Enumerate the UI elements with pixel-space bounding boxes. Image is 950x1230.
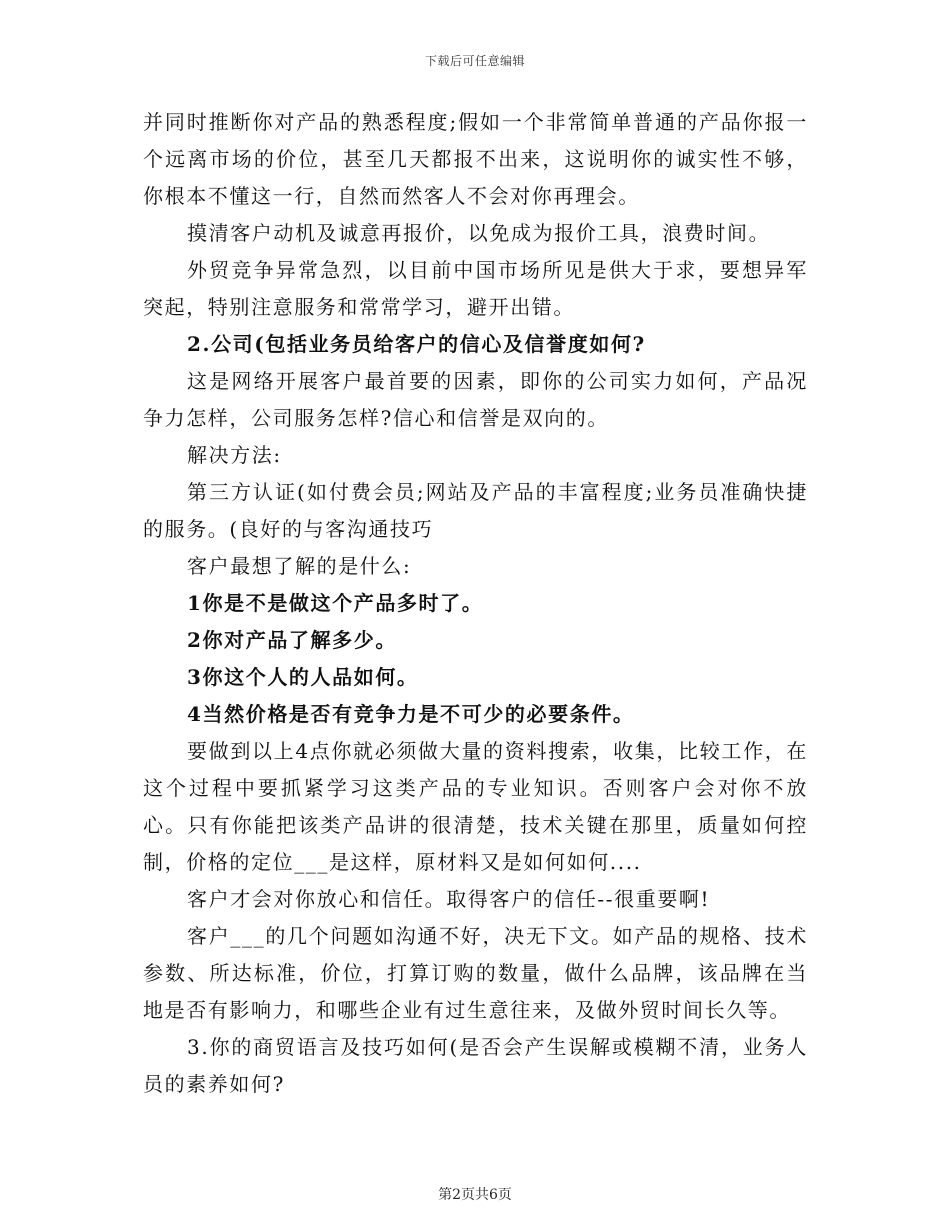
paragraph-6: 解决方法: (187, 443, 282, 467)
paragraph-2: 摸清客户动机及诚意再报价，以免成为报价工具，浪费时间。 (187, 221, 771, 245)
paragraph-5: 这是网络开展客户最首要的因素，即你的公司实力如何，产品况争力怎样，公司服务怎样?信心和信誉是双向的。 (143, 369, 808, 430)
document-body (143, 104, 808, 1103)
paragraph-14: 客户才会对你放心和信任。取得客户的信任--很重要啊! (187, 887, 711, 911)
list-item-2: 2你对产品了解多少。 (187, 628, 397, 652)
list-item-4: 4当然价格是否有竞争力是不可少的必要条件。 (187, 702, 635, 726)
page-header: 下载后可任意编辑 (424, 54, 525, 68)
section-heading-2: 2.公司(包括业务员给客户的信心及信誉度如何? (187, 332, 646, 356)
section-heading-3: 3.你的商贸语言及技巧如何(是否会产生误解或模糊不清，业务人员的素养如何? (143, 1035, 808, 1096)
paragraph-15: 客户___的几个问题如沟通不好，决无下文。如产品的规格、技术参数、所达标准，价位，打算订购的数量，做什么品牌，该品牌在当地是否有影响力，和哪些企业有过生意往来，及做外贸时间长久等。 (143, 924, 808, 1022)
paragraph-13: 要做到以上4点你就必须做大量的资料搜索，收集，比较工作，在这个过程中要抓紧学习这类产品的专业知识。否则客户会对你不放心。只有你能把该类产品讲的很清楚，技术关键在那里，质量如何控制，价格的定位___是这样，原材料又是如何如何.... (143, 739, 808, 874)
list-item-1: 1你是不是做这个产品多时了。 (187, 591, 484, 615)
page-footer: 第2页共6页 (438, 1187, 512, 1203)
paragraph-7: 第三方认证(如付费会员;网站及产品的丰富程度;业务员准确快捷的服务。(良好的与客沟通技巧 (143, 480, 808, 541)
paragraph-1: 并同时推断你对产品的熟悉程度;假如一个非常简单普通的产品你报一个远离市场的价位，甚至几天都报不出来，这说明你的诚实性不够，你根本不懂这一行，自然而然客人不会对你再理会。 (143, 110, 808, 208)
list-item-3: 3你这个人的人品如何。 (187, 665, 419, 689)
paragraph-3: 外贸竞争异常急烈，以目前中国市场所见是供大于求，要想异军突起，特别注意服务和常常学习，避开出错。 (143, 258, 808, 319)
paragraph-8: 客户最想了解的是什么: (187, 554, 412, 578)
